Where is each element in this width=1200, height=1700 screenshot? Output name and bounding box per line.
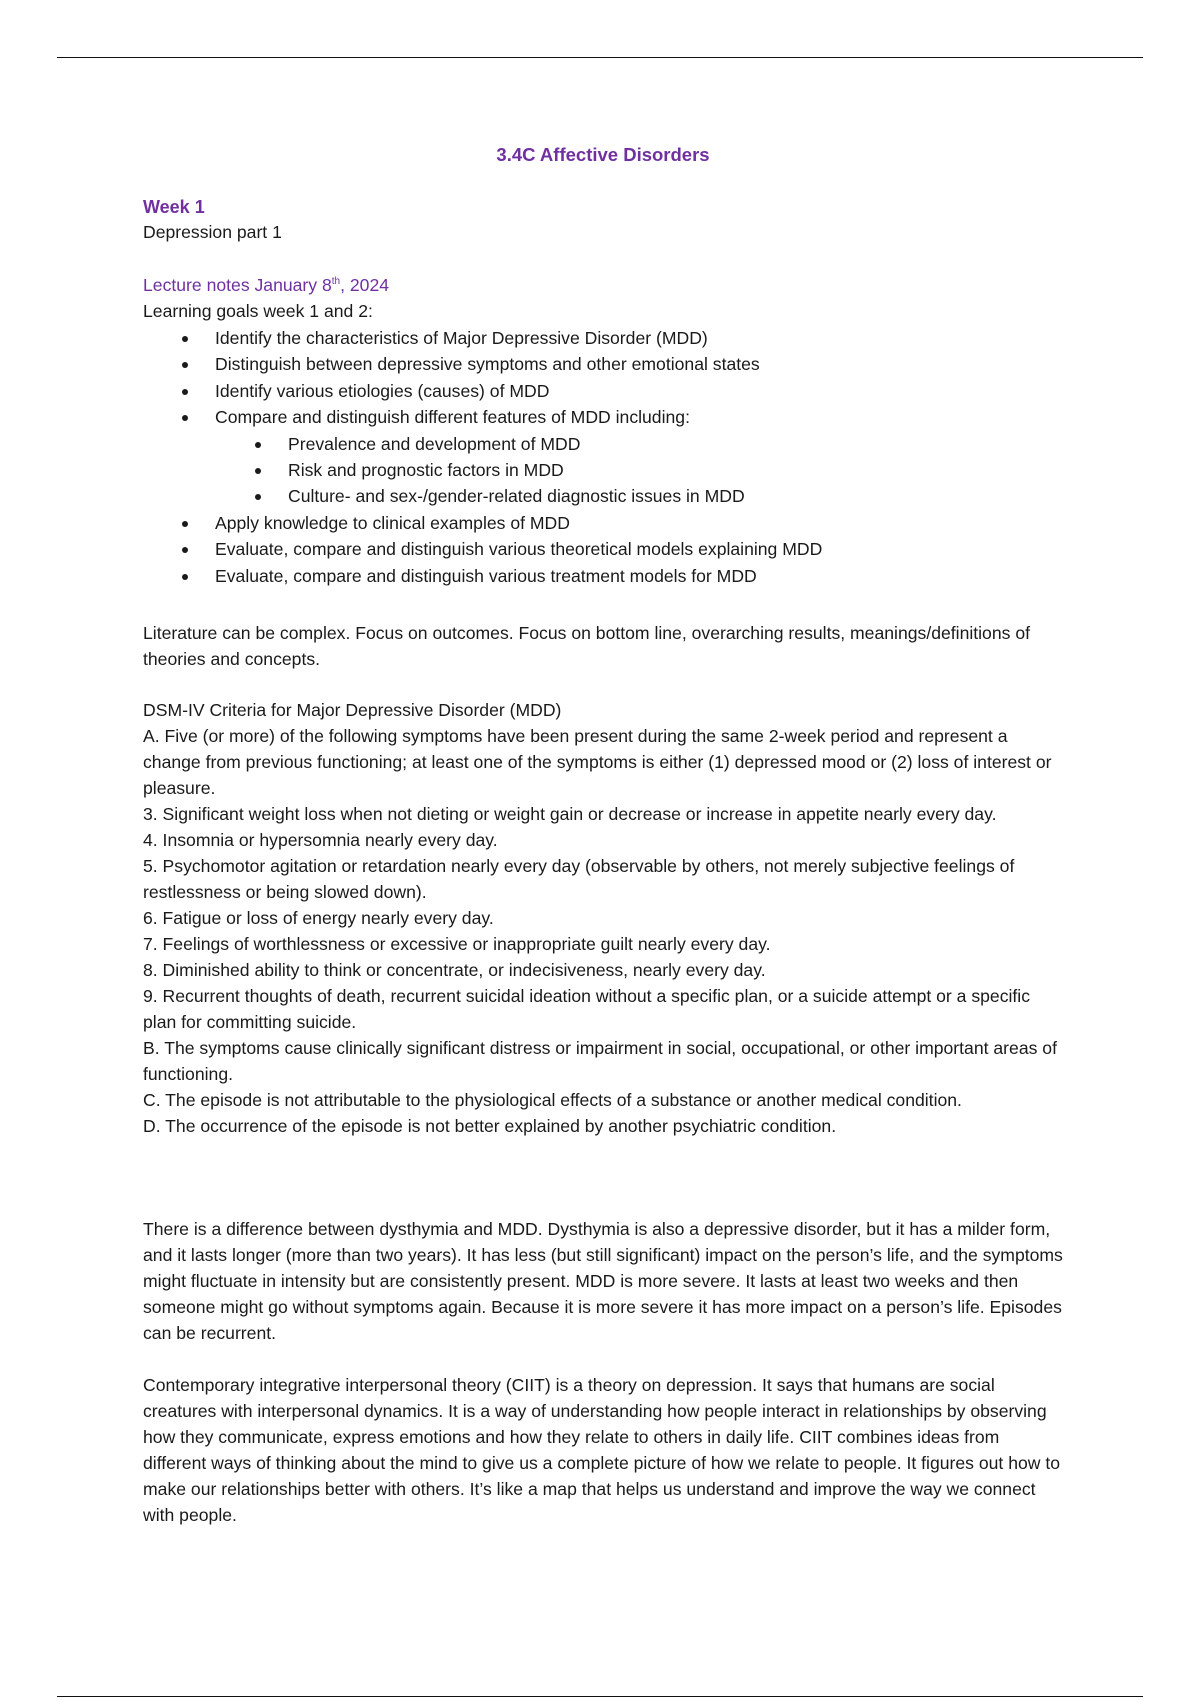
header-rule: [57, 57, 1143, 58]
dysthymia-text: There is a difference between dysthymia and MDD. Dysthymia is also a depressive disorder, but it has a milder form, and it lasts longer (more than two years). It has less (but still significant) impact on the person’s life, and the symptoms might fluctuate in intensity but are consistently present. MDD is more severe. It lasts at least two weeks and then someone might go without symptoms again. Because it is more severe it has more impact on a person’s life. Episodes can be recurrent.: [143, 1219, 1063, 1343]
lecture-notes-suffix: , 2024: [340, 275, 390, 295]
week-heading: Week 1: [143, 197, 205, 217]
dsm-criterion: 4. Insomnia or hypersomnia nearly every day.: [143, 830, 498, 850]
dsm-criterion: A. Five (or more) of the following symptoms have been present during the same 2-week period and represent a change from previous functioning; at least one of the symptoms is either (1) depressed mood or (2) loss of interest or pleasure.: [143, 726, 1052, 798]
learning-goals-list: [143, 325, 1063, 589]
dsm-criterion: 5. Psychomotor agitation or retardation nearly every day (observable by others, not merely subjective feelings of restlessness or being slowed down).: [143, 856, 1015, 902]
week-subtitle: Depression part 1: [143, 222, 282, 242]
dsm-criterion: B. The symptoms cause clinically significant distress or impairment in social, occupational, or other important areas of functioning.: [143, 1038, 1057, 1084]
dsm-criterion: 7. Feelings of worthlessness or excessive or inappropriate guilt nearly every day.: [143, 934, 771, 954]
literature-note: [143, 620, 1063, 672]
list-item: Prevalence and development of MDD: [143, 431, 1063, 457]
list-item: Compare and distinguish different features of MDD including:: [143, 404, 1063, 430]
ciit-paragraph: [143, 1372, 1063, 1528]
list-item: Identify the characteristics of Major Depressive Disorder (MDD): [143, 325, 1063, 351]
list-item: Distinguish between depressive symptoms and other emotional states: [143, 351, 1063, 377]
goals-intro: Learning goals week 1 and 2:: [143, 301, 373, 321]
list-item: Culture- and sex-/gender-related diagnostic issues in MDD: [143, 483, 1063, 509]
dsm-criterion: D. The occurrence of the episode is not better explained by another psychiatric condition.: [143, 1116, 837, 1136]
dysthymia-paragraph: [143, 1216, 1063, 1346]
footer-rule: [57, 1696, 1143, 1697]
literature-note-text: Literature can be complex. Focus on outcomes. Focus on bottom line, overarching results, meanings/definitions of theories and concepts.: [143, 623, 1030, 669]
page-title: 3.4C Affective Disorders: [496, 144, 710, 165]
dsm-criteria: [143, 723, 1063, 1139]
dsm-criterion: 3. Significant weight loss when not dieting or weight gain or decrease or increase in appetite nearly every day.: [143, 804, 997, 824]
dsm-criterion: 9. Recurrent thoughts of death, recurrent suicidal ideation without a specific plan, or a suicide attempt or a specific plan for committing suicide.: [143, 986, 1031, 1032]
lecture-notes-superscript: th: [331, 276, 341, 288]
list-item: Identify various etiologies (causes) of MDD: [143, 378, 1063, 404]
list-item: Risk and prognostic factors in MDD: [143, 457, 1063, 483]
dsm-heading: DSM-IV Criteria for Major Depressive Disorder (MDD): [143, 700, 562, 720]
list-item: Evaluate, compare and distinguish various treatment models for MDD: [143, 563, 1063, 589]
lecture-notes-date: [143, 272, 1063, 298]
ciit-text: Contemporary integrative interpersonal theory (CIIT) is a theory on depression. It says that humans are social creatures with interpersonal dynamics. It is a way of understanding how people interact in relationships by observing how they communicate, express emotions and how they relate to others in daily life. CIIT combines ideas from different ways of thinking about the mind to give us a complete picture of how we relate to people. It figures out how to make our relationships better with others. It’s like a map that helps us understand and improve the way we connect with people.: [143, 1375, 1061, 1525]
list-item: Apply knowledge to clinical examples of MDD: [143, 510, 1063, 536]
list-item: Evaluate, compare and distinguish various theoretical models explaining MDD: [143, 536, 1063, 562]
dsm-criterion: C. The episode is not attributable to the physiological effects of a substance or another medical condition.: [143, 1090, 962, 1110]
dsm-criterion: 6. Fatigue or loss of energy nearly every day.: [143, 908, 494, 928]
lecture-notes-prefix: Lecture notes January 8: [143, 275, 332, 295]
dsm-criterion: 8. Diminished ability to think or concentrate, or indecisiveness, nearly every day.: [143, 960, 766, 980]
